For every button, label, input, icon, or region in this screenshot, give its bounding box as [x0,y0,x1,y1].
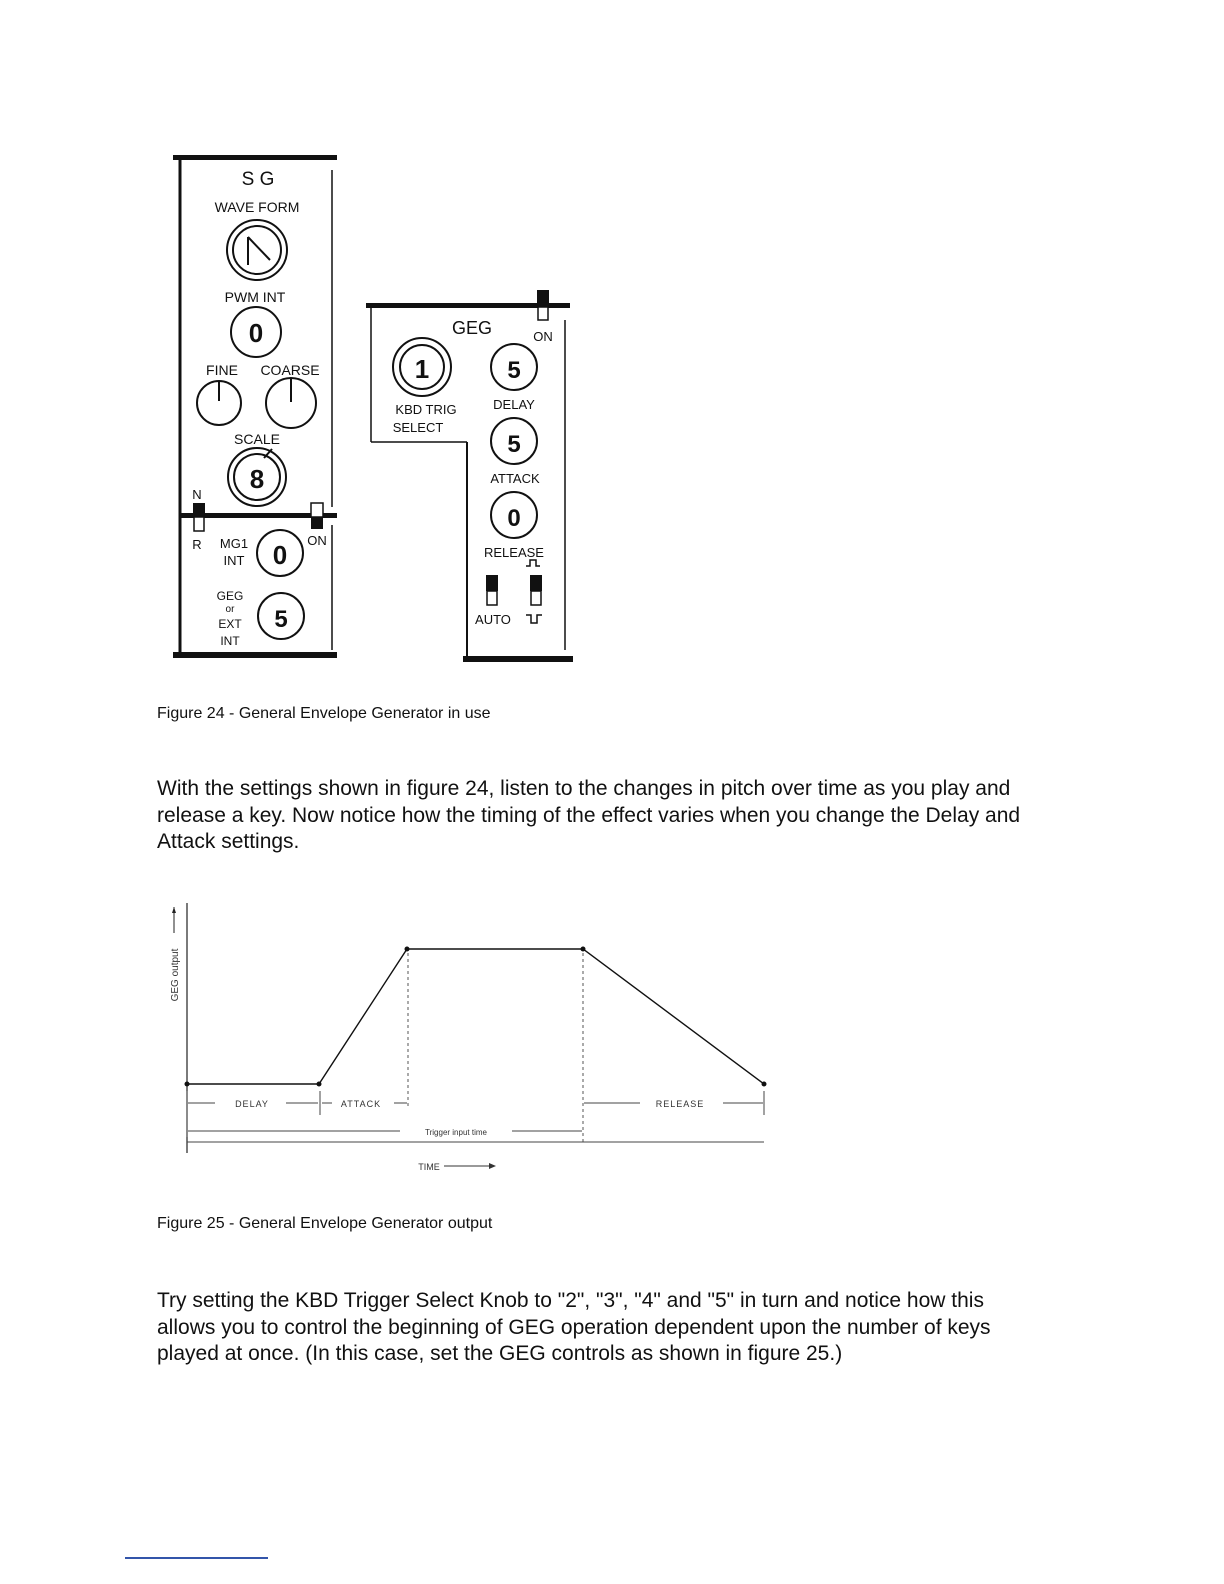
r-label: R [192,537,202,552]
point-attack-start [317,1082,322,1087]
release-value: 0 [507,505,521,532]
wave-form-knob [227,220,287,280]
attack-value: 5 [507,431,521,458]
wave-form-label: WAVE FORM [214,199,300,215]
scale-knob [228,448,286,506]
polarity-switch [530,575,542,605]
point-delay-start [185,1082,190,1087]
delay-label: DELAY [493,397,535,412]
release-interval-label: RELEASE [655,1099,705,1109]
kbd-trig-label: KBD TRIG [395,402,457,417]
auto-label: AUTO [475,612,511,627]
sg-on-label: ON [307,533,327,548]
geg-on-label: ON [533,329,553,344]
ext-label: EXT [218,617,242,631]
envelope-diagram [160,895,780,1185]
coarse-label: COARSE [260,362,320,378]
kbd-trig-value: 1 [414,354,430,384]
geg-ext-int-knob [258,593,304,639]
kbd-trig-select-knob [393,338,451,396]
attack-interval-label: ATTACK [340,1099,382,1109]
y-axis-label: GEG output [170,948,181,1002]
delay-interval-label: DELAY [235,1099,269,1109]
mg1-int-label: INT [223,553,245,568]
footnote-rule [125,1557,268,1559]
figure24-caption: Figure 24 - General Envelope Generator in use [157,705,491,722]
int-label: INT [220,634,240,648]
point-sustain-start [405,947,410,952]
point-release-end [762,1082,767,1087]
sg-title: S G [241,169,275,190]
delay-knob [491,344,537,390]
geg-or-label: GEG [216,589,244,603]
select-label: SELECT [392,420,444,435]
mg1-int-knob [257,530,303,576]
negative-pulse-icon [526,615,542,623]
coarse-knob [266,378,316,428]
trigger-input-label: Trigger input time [425,1128,487,1137]
release-knob [491,492,537,538]
point-release-start [581,947,586,952]
figure25-caption: Figure 25 - General Envelope Generator output [157,1215,493,1232]
release-label: RELEASE [484,545,544,560]
auto-switch [486,575,498,605]
attack-knob [491,418,537,464]
scale-label: SCALE [234,431,280,447]
fine-knob [197,381,241,425]
x-axis-label: TIME [418,1162,440,1172]
x-axis-arrow-icon [489,1163,496,1169]
or-label: or [225,604,235,615]
geg-title: GEG [451,318,493,338]
pwm-int-knob [231,307,281,357]
paragraph-2: Try setting the KBD Trigger Select Knob to "2", "3", "4" and "5" in turn and notice how this allows you to control the beginning of GEG operation dependent upon the number of keys played at once. (In this case, set the GEG controls as shown in figure 25.) [157,1289,991,1365]
mg1-int-value: 0 [272,540,288,570]
pwm-int-value: 0 [248,318,264,348]
pwm-int-label: PWM INT [224,289,286,305]
mg1-label: MG1 [219,536,249,551]
delay-value: 5 [507,357,521,384]
geg-panel-figure [160,145,590,670]
n-label: N [192,487,202,502]
scale-value: 8 [249,464,265,494]
positive-pulse-icon [526,560,540,566]
fine-label: FINE [206,362,238,378]
paragraph-1: With the settings shown in figure 24, listen to the changes in pitch over time as you play and release a key. Now notice how the timing of the effect varies when you change the Delay and Attack settings. [157,777,1021,853]
geg-ext-int-value: 5 [274,606,288,633]
envelope-line [187,949,764,1084]
attack-label: ATTACK [490,471,540,486]
